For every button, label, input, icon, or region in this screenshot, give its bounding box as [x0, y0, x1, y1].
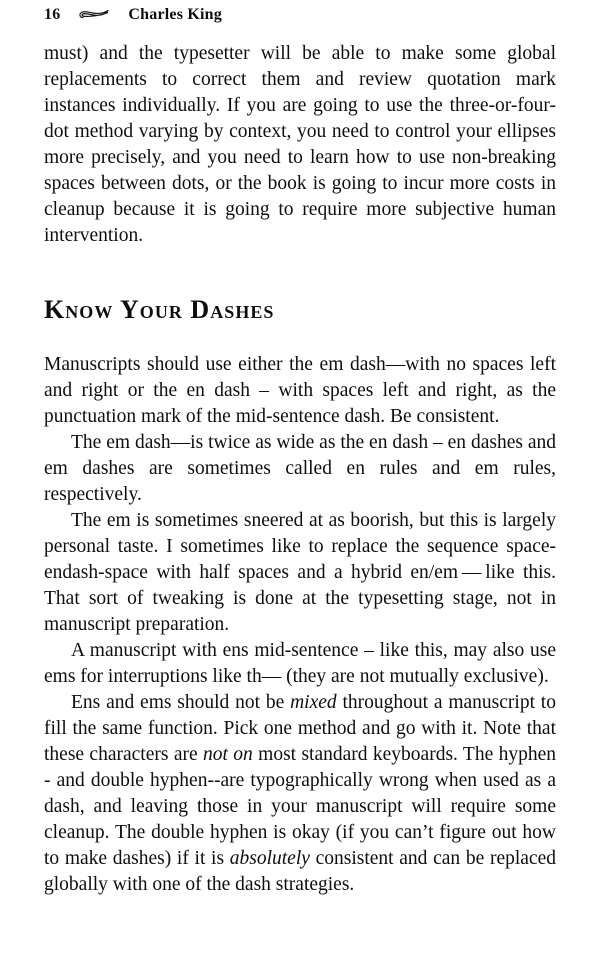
- running-header: [44, 4, 556, 26]
- page-number: 16: [44, 6, 61, 23]
- text-run: Ens and ems should not be: [71, 692, 291, 713]
- text-run: consistent and can be replaced globally with one of the dash strategies.: [44, 848, 556, 895]
- text-run: throughout a manuscript to fill the same function. Pick one method and go with it. Note that these characters are: [44, 692, 556, 765]
- paragraph-dashes-5: [44, 690, 556, 898]
- italic-run: not on: [203, 744, 253, 765]
- paragraph-intro: must) and the typesetter will be able to make some global replacements to correct them and review quotation mark instances individually. If you are going to use the three-or-four-dot method varying by context, you need to control your ellipses more precisely, and you need to learn how to use non-breaking spaces between dots, or the book is going to incur more costs in cleanup because it is going to require more subjective human intervention.: [44, 43, 556, 246]
- section-heading: Know Your Dashes: [44, 295, 275, 324]
- italic-run: mixed: [290, 692, 337, 713]
- paragraph-dashes-1: Manuscripts should use either the em dash—with no spaces left and right or the en dash – with spaces left and right, as the punctuation mark of the mid-sentence dash. Be consistent.: [44, 354, 556, 427]
- italic-run: absolutely: [229, 848, 310, 869]
- paragraph-dashes-3: The em is sometimes sneered at as boorish, but this is largely personal taste. I sometimes like to replace the sequence space-endash-space with half spaces and a hybrid en/em — like this. That sort of tweaking is done at the typesetting stage, not in manuscript preparation.: [44, 510, 556, 635]
- text-run: most standard keyboards. The hyphen - and double hyphen--are typographically wrong when used as a dash, and leaving those in your manuscript will require some cleanup. The double hyphen is okay (if you can’t figure out how to make dashes) if it is: [44, 744, 557, 869]
- swash-ornament-icon: [78, 8, 110, 22]
- running-head-title: Charles King: [128, 6, 222, 23]
- paragraph-dashes-2: The em dash—is twice as wide as the en dash – en dashes and em dashes are sometimes called en rules and em rules, respectively.: [44, 432, 556, 505]
- page-text: [44, 41, 556, 898]
- paragraph-dashes-4: A manuscript with ens mid-sentence – like this, may also use ems for interruptions like th— (they are not mutually exclusive).: [44, 640, 556, 687]
